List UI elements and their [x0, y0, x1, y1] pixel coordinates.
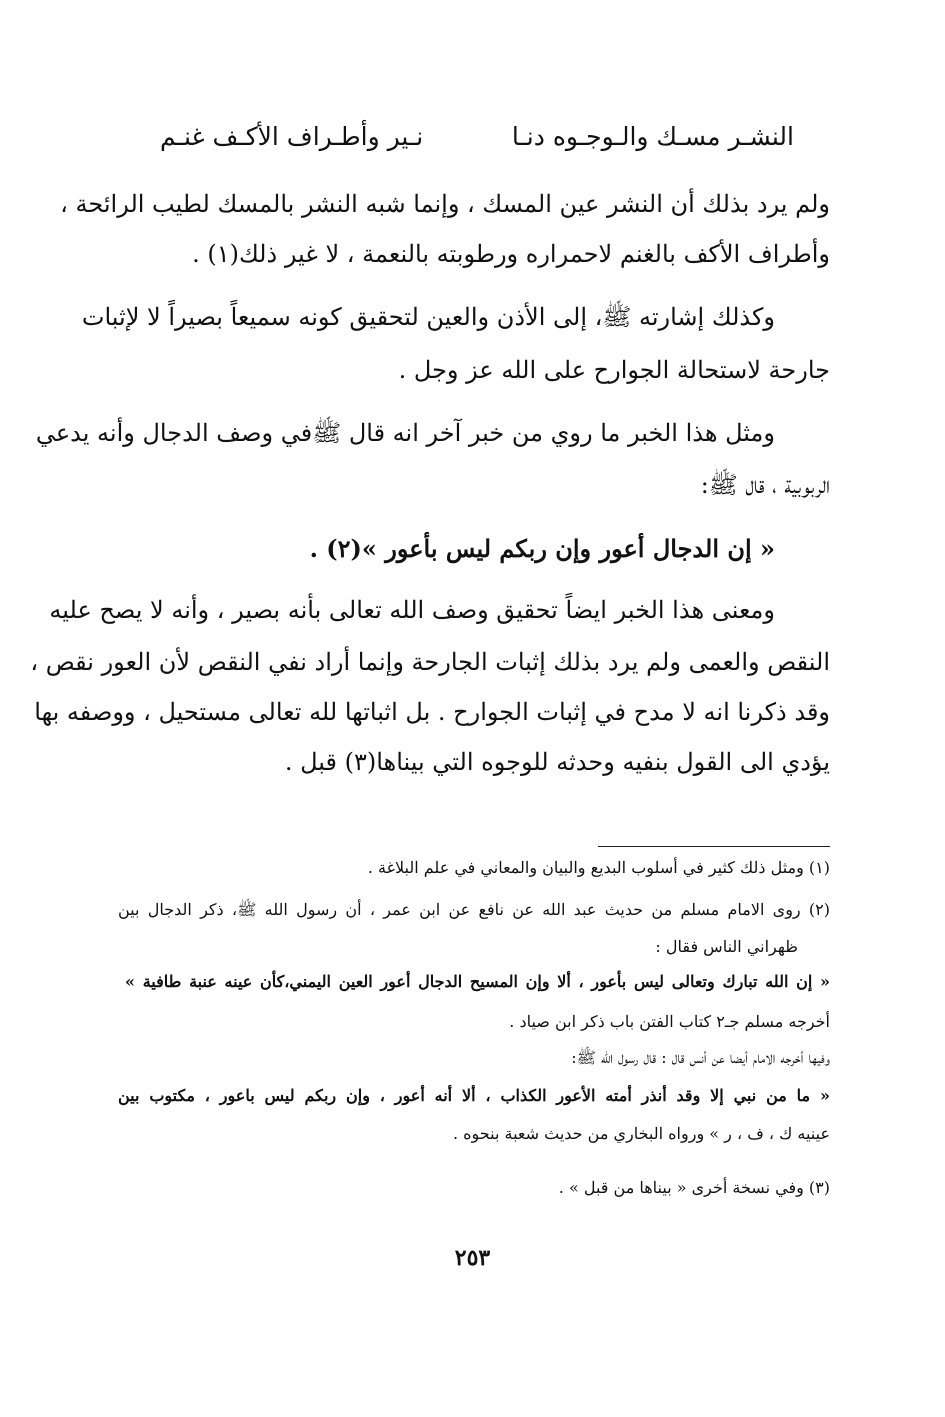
- hadith-quote: « إن الدجال أعور وإن ربكم ليس بأعور »(٢) .: [309, 534, 775, 563]
- paragraph-4-line-2: النقص والعمى ولم يرد بذلك إثبات الجارحة وإنما أراد نفي النقص لأن العور نقص ،: [30, 648, 830, 676]
- paragraph-2-line-2: جارحة لاستحالة الجوارح على الله عز وجل .: [398, 356, 830, 384]
- footnote-2-line-4: وفيها أخرجه الامام أيضا عن أنس قال : قال رسول الله ﷺ:: [571, 1048, 830, 1067]
- footnote-2-line-3: أخرجه مسلم جـ٢ كتاب الفتن باب ذكر ابن صياد .: [509, 1012, 830, 1031]
- footnote-2-line-2: ظهراني الناس فقال :: [655, 937, 798, 956]
- footnote-divider: [598, 846, 830, 847]
- paragraph-1-line-1: ولم يرد بذلك أن النشر عين المسك ، وإنما شبه النشر بالمسك لطيب الرائحة ،: [60, 190, 830, 218]
- paragraph-4-line-4: يؤدي الى القول بنفيه وحدثه للوجوه التي بيناها(٣) قبل .: [284, 748, 830, 776]
- footnote-2-quote-2-line-1: « ما من نبي إلا وقد أنذر أمته الأعور الكذاب ، ألا أنه أعور ، وإن ربكم ليس باعور ، مكتوب بين: [118, 1086, 830, 1105]
- footnote-2-line-1: (٢) روى الامام مسلم من حديث عبد الله عن نافع عن ابن عمر ، أن رسول الله ﷺ، ذكر الدجال بين: [118, 900, 830, 919]
- footnote-2-quote-2-line-2: عينيه ك ، ف ، ر » ورواه البخاري من حديث شعبة بنحوه .: [452, 1124, 830, 1143]
- paragraph-2-line-1: وكذلك إشارته ﷺ، إلى الأذن والعين لتحقيق كونه سميعاً بصيراً لا لإثبات: [81, 303, 775, 331]
- paragraph-3-line-2: الربوبية ، قال ﷺ:: [700, 471, 830, 499]
- verse-second-hemistich: نـير وأطـراف الأكـف غنـم: [160, 122, 424, 151]
- paragraph-1-line-2: وأطراف الأكف بالغنم لاحمراره ورطوبته بالنعمة ، لا غير ذلك(١) .: [192, 240, 830, 268]
- footnote-2-quote-1: « إن الله تبارك وتعالى ليس بأعور ، ألا وإن المسيح الدجال أعور العين اليمني،كأن عينه عنبة طافية »: [125, 972, 830, 991]
- verse-first-hemistich: النشـر مسـك والـوجـوه دنـا: [511, 122, 794, 151]
- footnote-1: (١) ومثل ذلك كثير في أسلوب البديع والبيان والمعاني في علم البلاغة .: [367, 858, 830, 877]
- footnote-3: (٣) وفي نسخة أخرى « بيناها من قبل » .: [558, 1178, 830, 1197]
- paragraph-3-line-1: ومثل هذا الخبر ما روي من خبر آخر انه قال ﷺفي وصف الدجال وأنه يدعي: [35, 419, 775, 447]
- paragraph-4-line-3: وقد ذكرنا انه لا مدح في إثبات الجوارح . بل اثباتها لله تعالى مستحيل ، ووصفه بها: [34, 698, 830, 726]
- page-number: ٢٥٣: [454, 1245, 491, 1271]
- poetry-verse: [160, 122, 794, 162]
- paragraph-4-line-1: ومعنى هذا الخبر ايضاً تحقيق وصف الله تعالى بأنه بصير ، وأنه لا يصح عليه: [49, 596, 775, 624]
